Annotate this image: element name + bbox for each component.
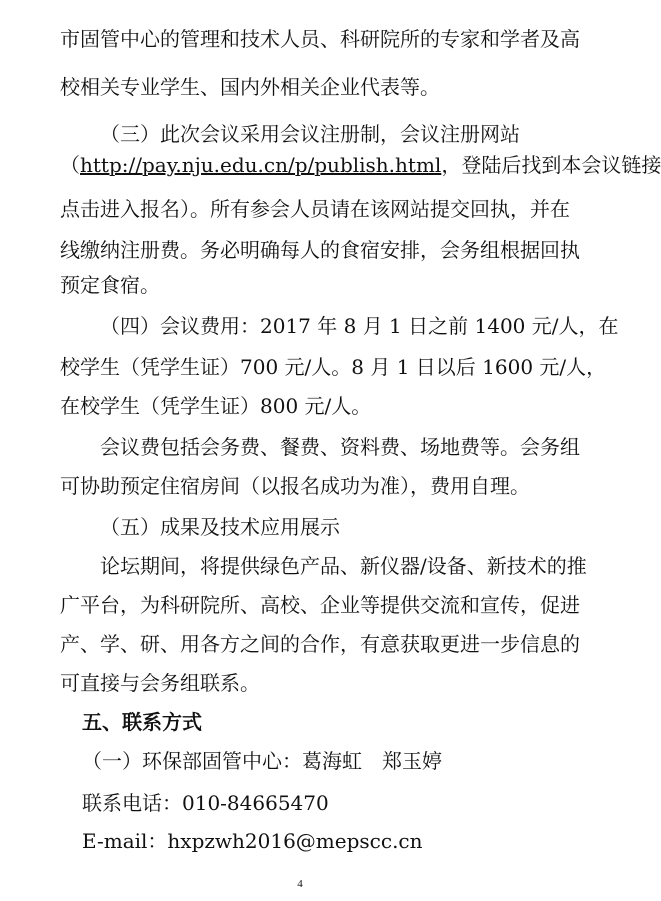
section-4-line: 在校学生（凭学生证）800 元/人。 (60, 394, 372, 418)
page-number: 4 (297, 878, 303, 890)
section-3-line: 预定食宿。 (60, 273, 160, 297)
paragraph-line: 市固管中心的管理和技术人员、科研院所的专家和学者及高 (60, 27, 580, 51)
contact-heading: 五、联系方式 (82, 710, 202, 734)
forum-paragraph-line: 广平台，为科研院所、高校、企业等提供交流和宣传，促进 (60, 593, 580, 617)
fee-paragraph-line: 会议费包括会务费、餐费、资料费、场地费等。会务组 (100, 435, 580, 459)
paren-open: （ (60, 153, 80, 177)
forum-paragraph-line: 产、学、研、用各方之间的合作，有意获取更进一步信息的 (60, 632, 580, 656)
forum-paragraph-line: 可直接与会务组联系。 (60, 671, 260, 695)
section-3-url-line (60, 152, 661, 178)
contact-line: （一）环保部固管中心：葛海虹 郑玉婷 (82, 749, 442, 773)
section-4-line: （四）会议费用：2017 年 8 月 1 日之前 1400 元/人，在 (100, 314, 619, 338)
section-3-line: 点击进入报名）。所有参会人员请在该网站提交回执，并在 (60, 197, 570, 221)
url-line-rest: ，登陆后找到本会议链接 (441, 153, 661, 177)
forum-paragraph-line: 论坛期间，将提供绿色产品、新仪器/设备、新技术的推 (100, 554, 587, 578)
registration-url-link[interactable]: http://pay.nju.edu.cn/p/publish.html (80, 153, 442, 177)
section-3-line: （三）此次会议采用会议注册制，会议注册网站 (100, 122, 520, 146)
section-4-line: 校学生（凭学生证）700 元/人。8 月 1 日以后 1600 元/人， (60, 355, 607, 379)
contact-email: E-mail：hxpzwh2016@mepscc.cn (82, 829, 423, 853)
contact-phone: 联系电话：010-84665470 (82, 791, 329, 815)
fee-paragraph-line: 可协助预定住宿房间（以报名成功为准），费用自理。 (60, 474, 530, 498)
section-3-line: 线缴纳注册费。务必明确每人的食宿安排，会务组根据回执 (60, 238, 580, 262)
paragraph-line: 校相关专业学生、国内外相关企业代表等。 (60, 75, 440, 99)
section-5-title: （五）成果及技术应用展示 (100, 515, 340, 539)
